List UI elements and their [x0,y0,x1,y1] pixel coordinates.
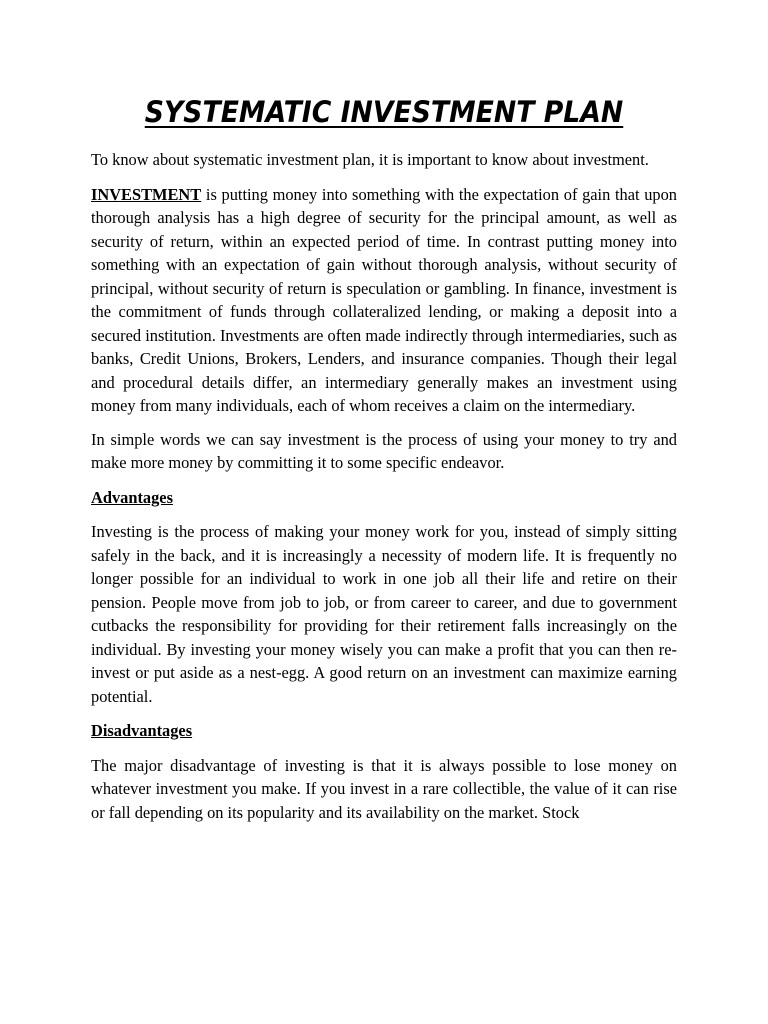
intro-paragraph: To know about systematic investment plan, it is important to know about investment. [91,150,649,169]
investment-term: INVESTMENT [91,184,202,204]
investment-definition-paragraph [91,183,677,418]
investment-definition-text: is putting money into something with the expectation of gain that upon thorough analysis has a high degree of security for the principal amount, as well as security of return, within an expected period of time. In contrast putting money into something with an expectation of gain without thorough analysis, without security of principal, without security of return is speculation or gambling. In finance, investment is the commitment of funds through collateralized lending, or making a deposit into a secured institution. Investments are often made indirectly through intermediaries, such as banks, Credit Unions, Brokers, Lenders, and insurance companies. Though their legal and procedural details differ, an intermediary generally makes an investment using money from many individuals, each of whom receives a claim on the intermediary. [91,184,677,415]
disadvantages-paragraph: The major disadvantage of investing is that it is always possible to lose money on whatever investment you make. If you invest in a rare collectible, the value of it can rise or fall depending on its popularity and its availability on the market. Stock [91,755,677,822]
simple-words-paragraph: In simple words we can say investment is the process of using your money to try and make more money by committing it to some specific endeavor. [91,429,677,472]
advantages-paragraph: Investing is the process of making your money work for you, instead of simply sitting safely in the back, and it is increasingly a necessity of modern life. It is frequently no longer possible for an individual to work in one job all their life and retire on their pension. People move from job to job, or from career to career, and due to government cutbacks the responsibility for providing for their retirement falls increasingly on the individual. By investing your money wisely you can make a profit that you can then re-invest or put aside as a nest-egg. A good return on an investment can maximize earning potential. [91,522,677,706]
page-title: SYSTEMATIC INVESTMENT PLAN [144,95,624,129]
document-page [91,92,677,834]
disadvantages-heading: Disadvantages [91,721,193,740]
advantages-heading: Advantages [91,487,173,507]
